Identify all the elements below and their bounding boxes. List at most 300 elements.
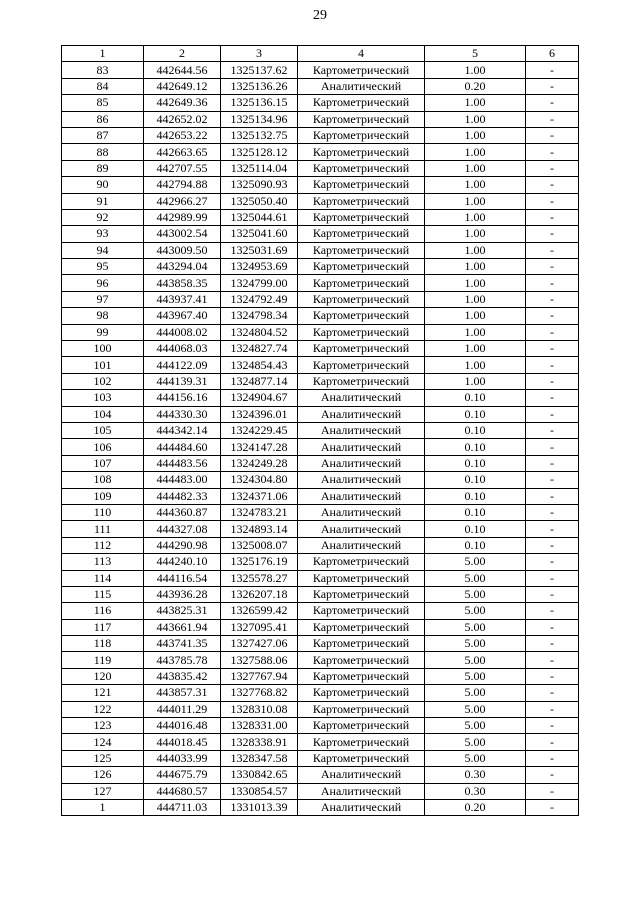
table-cell: - xyxy=(526,734,579,750)
table-cell: 444068.03 xyxy=(144,341,221,357)
table-cell: Картометрический xyxy=(298,668,425,684)
table-cell: 1324804.52 xyxy=(221,324,298,340)
table-cell: 84 xyxy=(62,78,144,94)
table-row xyxy=(62,390,579,406)
table-cell: 443785.78 xyxy=(144,652,221,668)
table-cell: Картометрический xyxy=(298,341,425,357)
table-cell: 1324792.49 xyxy=(221,291,298,307)
table-cell: 1324854.43 xyxy=(221,357,298,373)
table-cell: Картометрический xyxy=(298,160,425,176)
table-cell: - xyxy=(526,537,579,553)
table-cell: 122 xyxy=(62,701,144,717)
table-cell: Картометрический xyxy=(298,685,425,701)
table-cell: 108 xyxy=(62,472,144,488)
table-cell: - xyxy=(526,767,579,783)
coordinates-table xyxy=(61,45,579,816)
table-cell: Картометрический xyxy=(298,652,425,668)
table-cell: Картометрический xyxy=(298,586,425,602)
table-cell: Аналитический xyxy=(298,472,425,488)
table-cell: 444122.09 xyxy=(144,357,221,373)
table-cell: 5.00 xyxy=(425,668,526,684)
table-cell: 124 xyxy=(62,734,144,750)
table-cell: 1325136.26 xyxy=(221,78,298,94)
table-cell: 1330854.57 xyxy=(221,783,298,799)
table-cell: - xyxy=(526,373,579,389)
table-cell: 1328331.00 xyxy=(221,718,298,734)
table-cell: 1324904.67 xyxy=(221,390,298,406)
table-cell: 1.00 xyxy=(425,209,526,225)
table-cell: - xyxy=(526,324,579,340)
table-cell: Аналитический xyxy=(298,422,425,438)
table-cell: Картометрический xyxy=(298,177,425,193)
table-cell: 1.00 xyxy=(425,242,526,258)
table-cell: - xyxy=(526,226,579,242)
table-cell: Картометрический xyxy=(298,144,425,160)
table-cell: Картометрический xyxy=(298,291,425,307)
table-cell: 443741.35 xyxy=(144,636,221,652)
table-cell: 1324147.28 xyxy=(221,439,298,455)
table-cell: Картометрический xyxy=(298,324,425,340)
table-row xyxy=(62,422,579,438)
table-cell: - xyxy=(526,554,579,570)
table-row xyxy=(62,636,579,652)
table-cell: Картометрический xyxy=(298,750,425,766)
table-cell: 5.00 xyxy=(425,718,526,734)
table-cell: 1328310.08 xyxy=(221,701,298,717)
table-cell: - xyxy=(526,111,579,127)
table-cell: 98 xyxy=(62,308,144,324)
table-cell: 111 xyxy=(62,521,144,537)
table-cell: Аналитический xyxy=(298,767,425,783)
table-cell: - xyxy=(526,455,579,471)
table-cell: 5.00 xyxy=(425,750,526,766)
table-row xyxy=(62,308,579,324)
table-cell: Аналитический xyxy=(298,406,425,422)
table-cell: 1.00 xyxy=(425,177,526,193)
table-row xyxy=(62,127,579,143)
table-cell: 442644.56 xyxy=(144,62,221,78)
table-cell: 1325114.04 xyxy=(221,160,298,176)
table-cell: 0.10 xyxy=(425,488,526,504)
table-row xyxy=(62,209,579,225)
table-cell: 444680.57 xyxy=(144,783,221,799)
table-cell: - xyxy=(526,390,579,406)
table-cell: 119 xyxy=(62,652,144,668)
table-cell: 109 xyxy=(62,488,144,504)
table-cell: 118 xyxy=(62,636,144,652)
table-cell: 0.10 xyxy=(425,504,526,520)
table-cell: 1.00 xyxy=(425,111,526,127)
table-body xyxy=(62,62,579,816)
table-cell: 443661.94 xyxy=(144,619,221,635)
table-cell: - xyxy=(526,619,579,635)
table-row xyxy=(62,767,579,783)
table-cell: 0.20 xyxy=(425,799,526,815)
table-cell: Аналитический xyxy=(298,799,425,815)
table-cell: 93 xyxy=(62,226,144,242)
table-cell: Картометрический xyxy=(298,636,425,652)
table-row xyxy=(62,586,579,602)
table-cell: 444327.08 xyxy=(144,521,221,537)
table-cell: - xyxy=(526,144,579,160)
table-cell: - xyxy=(526,504,579,520)
table-row xyxy=(62,291,579,307)
table-cell: Аналитический xyxy=(298,390,425,406)
table-cell: 1325050.40 xyxy=(221,193,298,209)
table-cell: 443002.54 xyxy=(144,226,221,242)
table-row xyxy=(62,111,579,127)
table-row xyxy=(62,750,579,766)
table-cell: - xyxy=(526,422,579,438)
table-cell: 444008.02 xyxy=(144,324,221,340)
table-cell: Аналитический xyxy=(298,504,425,520)
table-cell: 88 xyxy=(62,144,144,160)
table-cell: 1324249.28 xyxy=(221,455,298,471)
table-cell: 442966.27 xyxy=(144,193,221,209)
table-cell: 444016.48 xyxy=(144,718,221,734)
table-cell: Картометрический xyxy=(298,62,425,78)
table-cell: 1.00 xyxy=(425,226,526,242)
table-cell: 442989.99 xyxy=(144,209,221,225)
table-header-row xyxy=(62,46,579,62)
table-cell: - xyxy=(526,636,579,652)
table-cell: - xyxy=(526,259,579,275)
table-cell: 444711.03 xyxy=(144,799,221,815)
table-cell: 444139.31 xyxy=(144,373,221,389)
table-cell: Картометрический xyxy=(298,308,425,324)
table-cell: Картометрический xyxy=(298,603,425,619)
table-cell: Аналитический xyxy=(298,537,425,553)
table-cell: - xyxy=(526,439,579,455)
table-cell: 106 xyxy=(62,439,144,455)
table-cell: 102 xyxy=(62,373,144,389)
table-cell: 5.00 xyxy=(425,734,526,750)
table-cell: Аналитический xyxy=(298,488,425,504)
table-cell: 100 xyxy=(62,341,144,357)
table-cell: 1327427.06 xyxy=(221,636,298,652)
table-cell: 5.00 xyxy=(425,570,526,586)
table-cell: 1327588.06 xyxy=(221,652,298,668)
table-cell: 126 xyxy=(62,767,144,783)
table-cell: 0.20 xyxy=(425,78,526,94)
table-cell: - xyxy=(526,652,579,668)
table-row xyxy=(62,570,579,586)
table-cell: 1324229.45 xyxy=(221,422,298,438)
table-cell: 105 xyxy=(62,422,144,438)
table-cell: 443936.28 xyxy=(144,586,221,602)
table-cell: 87 xyxy=(62,127,144,143)
table-row xyxy=(62,78,579,94)
table-cell: 1.00 xyxy=(425,308,526,324)
table-cell: 442649.12 xyxy=(144,78,221,94)
table-row xyxy=(62,619,579,635)
table-cell: 1331013.39 xyxy=(221,799,298,815)
table-cell: 1327768.82 xyxy=(221,685,298,701)
table-cell: 1.00 xyxy=(425,341,526,357)
table-cell: 107 xyxy=(62,455,144,471)
table-cell: 1324371.06 xyxy=(221,488,298,504)
table-cell: Картометрический xyxy=(298,242,425,258)
table-row xyxy=(62,62,579,78)
table-cell: 125 xyxy=(62,750,144,766)
table-cell: 0.10 xyxy=(425,521,526,537)
table-cell: 444290.98 xyxy=(144,537,221,553)
table-cell: 97 xyxy=(62,291,144,307)
table-cell: 1326207.18 xyxy=(221,586,298,602)
header-cell: 5 xyxy=(425,46,526,62)
table-cell: 5.00 xyxy=(425,652,526,668)
table-cell: Аналитический xyxy=(298,521,425,537)
table-cell: 1326599.42 xyxy=(221,603,298,619)
table-cell: 0.10 xyxy=(425,390,526,406)
table-cell: 1327767.94 xyxy=(221,668,298,684)
table-cell: Картометрический xyxy=(298,718,425,734)
table-cell: 444483.00 xyxy=(144,472,221,488)
table-cell: Аналитический xyxy=(298,78,425,94)
table-row xyxy=(62,734,579,750)
table-cell: - xyxy=(526,275,579,291)
table-cell: 101 xyxy=(62,357,144,373)
table-cell: 1.00 xyxy=(425,127,526,143)
table-row xyxy=(62,701,579,717)
table-cell: 1.00 xyxy=(425,357,526,373)
table-cell: 0.10 xyxy=(425,439,526,455)
table-cell: 95 xyxy=(62,259,144,275)
table-row xyxy=(62,259,579,275)
table-row xyxy=(62,341,579,357)
table-row xyxy=(62,685,579,701)
table-cell: 1324783.21 xyxy=(221,504,298,520)
table-cell: 444240.10 xyxy=(144,554,221,570)
table-cell: 5.00 xyxy=(425,586,526,602)
table-cell: - xyxy=(526,783,579,799)
table-cell: 442663.65 xyxy=(144,144,221,160)
table-cell: 1325128.12 xyxy=(221,144,298,160)
table-cell: - xyxy=(526,95,579,111)
table-cell: 1324893.14 xyxy=(221,521,298,537)
table-cell: 444011.29 xyxy=(144,701,221,717)
table-cell: 444018.45 xyxy=(144,734,221,750)
table-row xyxy=(62,160,579,176)
table-cell: Картометрический xyxy=(298,111,425,127)
table-row xyxy=(62,439,579,455)
table-cell: 115 xyxy=(62,586,144,602)
table-cell: - xyxy=(526,62,579,78)
table-row xyxy=(62,455,579,471)
table-cell: 444483.56 xyxy=(144,455,221,471)
table-cell: - xyxy=(526,685,579,701)
table-cell: - xyxy=(526,357,579,373)
table-cell: 1.00 xyxy=(425,95,526,111)
header-cell: 3 xyxy=(221,46,298,62)
table-cell: Картометрический xyxy=(298,275,425,291)
table-row xyxy=(62,177,579,193)
table-cell: 112 xyxy=(62,537,144,553)
table-cell: Картометрический xyxy=(298,127,425,143)
table-cell: 444482.33 xyxy=(144,488,221,504)
table-cell: 117 xyxy=(62,619,144,635)
table-cell: - xyxy=(526,488,579,504)
table-cell: - xyxy=(526,308,579,324)
table-cell: 1.00 xyxy=(425,324,526,340)
table-cell: 1324798.34 xyxy=(221,308,298,324)
table-cell: 442652.02 xyxy=(144,111,221,127)
table-cell: 113 xyxy=(62,554,144,570)
table-cell: 442649.36 xyxy=(144,95,221,111)
table-cell: 1.00 xyxy=(425,160,526,176)
table-cell: 91 xyxy=(62,193,144,209)
table-cell: 1.00 xyxy=(425,291,526,307)
table-cell: Картометрический xyxy=(298,357,425,373)
table-cell: 99 xyxy=(62,324,144,340)
page-number: 29 xyxy=(313,8,327,23)
table-row xyxy=(62,783,579,799)
table-row xyxy=(62,521,579,537)
table-cell: 443825.31 xyxy=(144,603,221,619)
table-cell: 90 xyxy=(62,177,144,193)
table-cell: 443858.35 xyxy=(144,275,221,291)
table-cell: 5.00 xyxy=(425,603,526,619)
table-cell: 442794.88 xyxy=(144,177,221,193)
table-row xyxy=(62,324,579,340)
table-cell: 1328347.58 xyxy=(221,750,298,766)
table-cell: 85 xyxy=(62,95,144,111)
table-cell: 1325044.61 xyxy=(221,209,298,225)
table-cell: 0.10 xyxy=(425,537,526,553)
table-cell: 443857.31 xyxy=(144,685,221,701)
table-cell: 96 xyxy=(62,275,144,291)
table-cell: - xyxy=(526,242,579,258)
table-row xyxy=(62,275,579,291)
table-cell: 1324877.14 xyxy=(221,373,298,389)
table-cell: 1324396.01 xyxy=(221,406,298,422)
table-row xyxy=(62,488,579,504)
table-cell: - xyxy=(526,586,579,602)
table-cell: 443009.50 xyxy=(144,242,221,258)
table-cell: 1330842.65 xyxy=(221,767,298,783)
table-cell: - xyxy=(526,177,579,193)
table-cell: 0.10 xyxy=(425,472,526,488)
table-row xyxy=(62,193,579,209)
table-cell: 1324799.00 xyxy=(221,275,298,291)
table-cell: 1325090.93 xyxy=(221,177,298,193)
table-cell: 444033.99 xyxy=(144,750,221,766)
table-cell: 443967.40 xyxy=(144,308,221,324)
table-cell: 444156.16 xyxy=(144,390,221,406)
table-cell: - xyxy=(526,127,579,143)
table-cell: 1325137.62 xyxy=(221,62,298,78)
table-cell: - xyxy=(526,406,579,422)
table-cell: Картометрический xyxy=(298,554,425,570)
table-cell: 444360.87 xyxy=(144,504,221,520)
table-cell: 123 xyxy=(62,718,144,734)
table-cell: 1325176.19 xyxy=(221,554,298,570)
table-row xyxy=(62,668,579,684)
table-cell: 0.30 xyxy=(425,783,526,799)
table-cell: 0.10 xyxy=(425,406,526,422)
table-cell: Картометрический xyxy=(298,734,425,750)
table-cell: 1324304.80 xyxy=(221,472,298,488)
table-cell: 5.00 xyxy=(425,701,526,717)
table-cell: Картометрический xyxy=(298,95,425,111)
table-cell: - xyxy=(526,701,579,717)
table-cell: - xyxy=(526,718,579,734)
table-cell: - xyxy=(526,472,579,488)
table-cell: 114 xyxy=(62,570,144,586)
table-cell: 0.10 xyxy=(425,422,526,438)
table-row xyxy=(62,554,579,570)
table-cell: 5.00 xyxy=(425,619,526,635)
table-row xyxy=(62,406,579,422)
table-cell: 444116.54 xyxy=(144,570,221,586)
table-cell: - xyxy=(526,291,579,307)
table-cell: 1 xyxy=(62,799,144,815)
table-row xyxy=(62,537,579,553)
header-cell: 4 xyxy=(298,46,425,62)
table-row xyxy=(62,242,579,258)
table-cell: 444330.30 xyxy=(144,406,221,422)
table-cell: Картометрический xyxy=(298,209,425,225)
table-row xyxy=(62,652,579,668)
table-cell: 5.00 xyxy=(425,685,526,701)
table-cell: Аналитический xyxy=(298,783,425,799)
table-cell: 1325134.96 xyxy=(221,111,298,127)
header-cell: 1 xyxy=(62,46,144,62)
table-cell: 1324953.69 xyxy=(221,259,298,275)
table-cell: 442653.22 xyxy=(144,127,221,143)
table-cell: 127 xyxy=(62,783,144,799)
table-cell: Картометрический xyxy=(298,570,425,586)
table-cell: - xyxy=(526,78,579,94)
table-cell: 120 xyxy=(62,668,144,684)
table-cell: Картометрический xyxy=(298,259,425,275)
table-cell: 444675.79 xyxy=(144,767,221,783)
table-cell: 1325578.27 xyxy=(221,570,298,586)
header-cell: 2 xyxy=(144,46,221,62)
table-cell: 1.00 xyxy=(425,373,526,389)
table-cell: 104 xyxy=(62,406,144,422)
table-cell: 5.00 xyxy=(425,554,526,570)
table-cell: 83 xyxy=(62,62,144,78)
table-row xyxy=(62,718,579,734)
table-cell: - xyxy=(526,209,579,225)
table-cell: 1325008.07 xyxy=(221,537,298,553)
table-cell: Картометрический xyxy=(298,226,425,242)
table-cell: 1325031.69 xyxy=(221,242,298,258)
table-cell: 86 xyxy=(62,111,144,127)
table-cell: 116 xyxy=(62,603,144,619)
table-cell: - xyxy=(526,521,579,537)
table-cell: 0.10 xyxy=(425,455,526,471)
table-cell: 1327095.41 xyxy=(221,619,298,635)
table-cell: 443835.42 xyxy=(144,668,221,684)
table-cell: 1.00 xyxy=(425,275,526,291)
table-cell: 1.00 xyxy=(425,144,526,160)
table-cell: 444484.60 xyxy=(144,439,221,455)
table-cell: 121 xyxy=(62,685,144,701)
table-cell: Картометрический xyxy=(298,701,425,717)
table-row xyxy=(62,603,579,619)
table-cell: 442707.55 xyxy=(144,160,221,176)
table-cell: 443294.04 xyxy=(144,259,221,275)
table-cell: 1325136.15 xyxy=(221,95,298,111)
table-cell: Картометрический xyxy=(298,193,425,209)
table-row xyxy=(62,226,579,242)
table-cell: 1.00 xyxy=(425,193,526,209)
table-cell: - xyxy=(526,799,579,815)
table-cell: - xyxy=(526,570,579,586)
table-cell: Картометрический xyxy=(298,373,425,389)
